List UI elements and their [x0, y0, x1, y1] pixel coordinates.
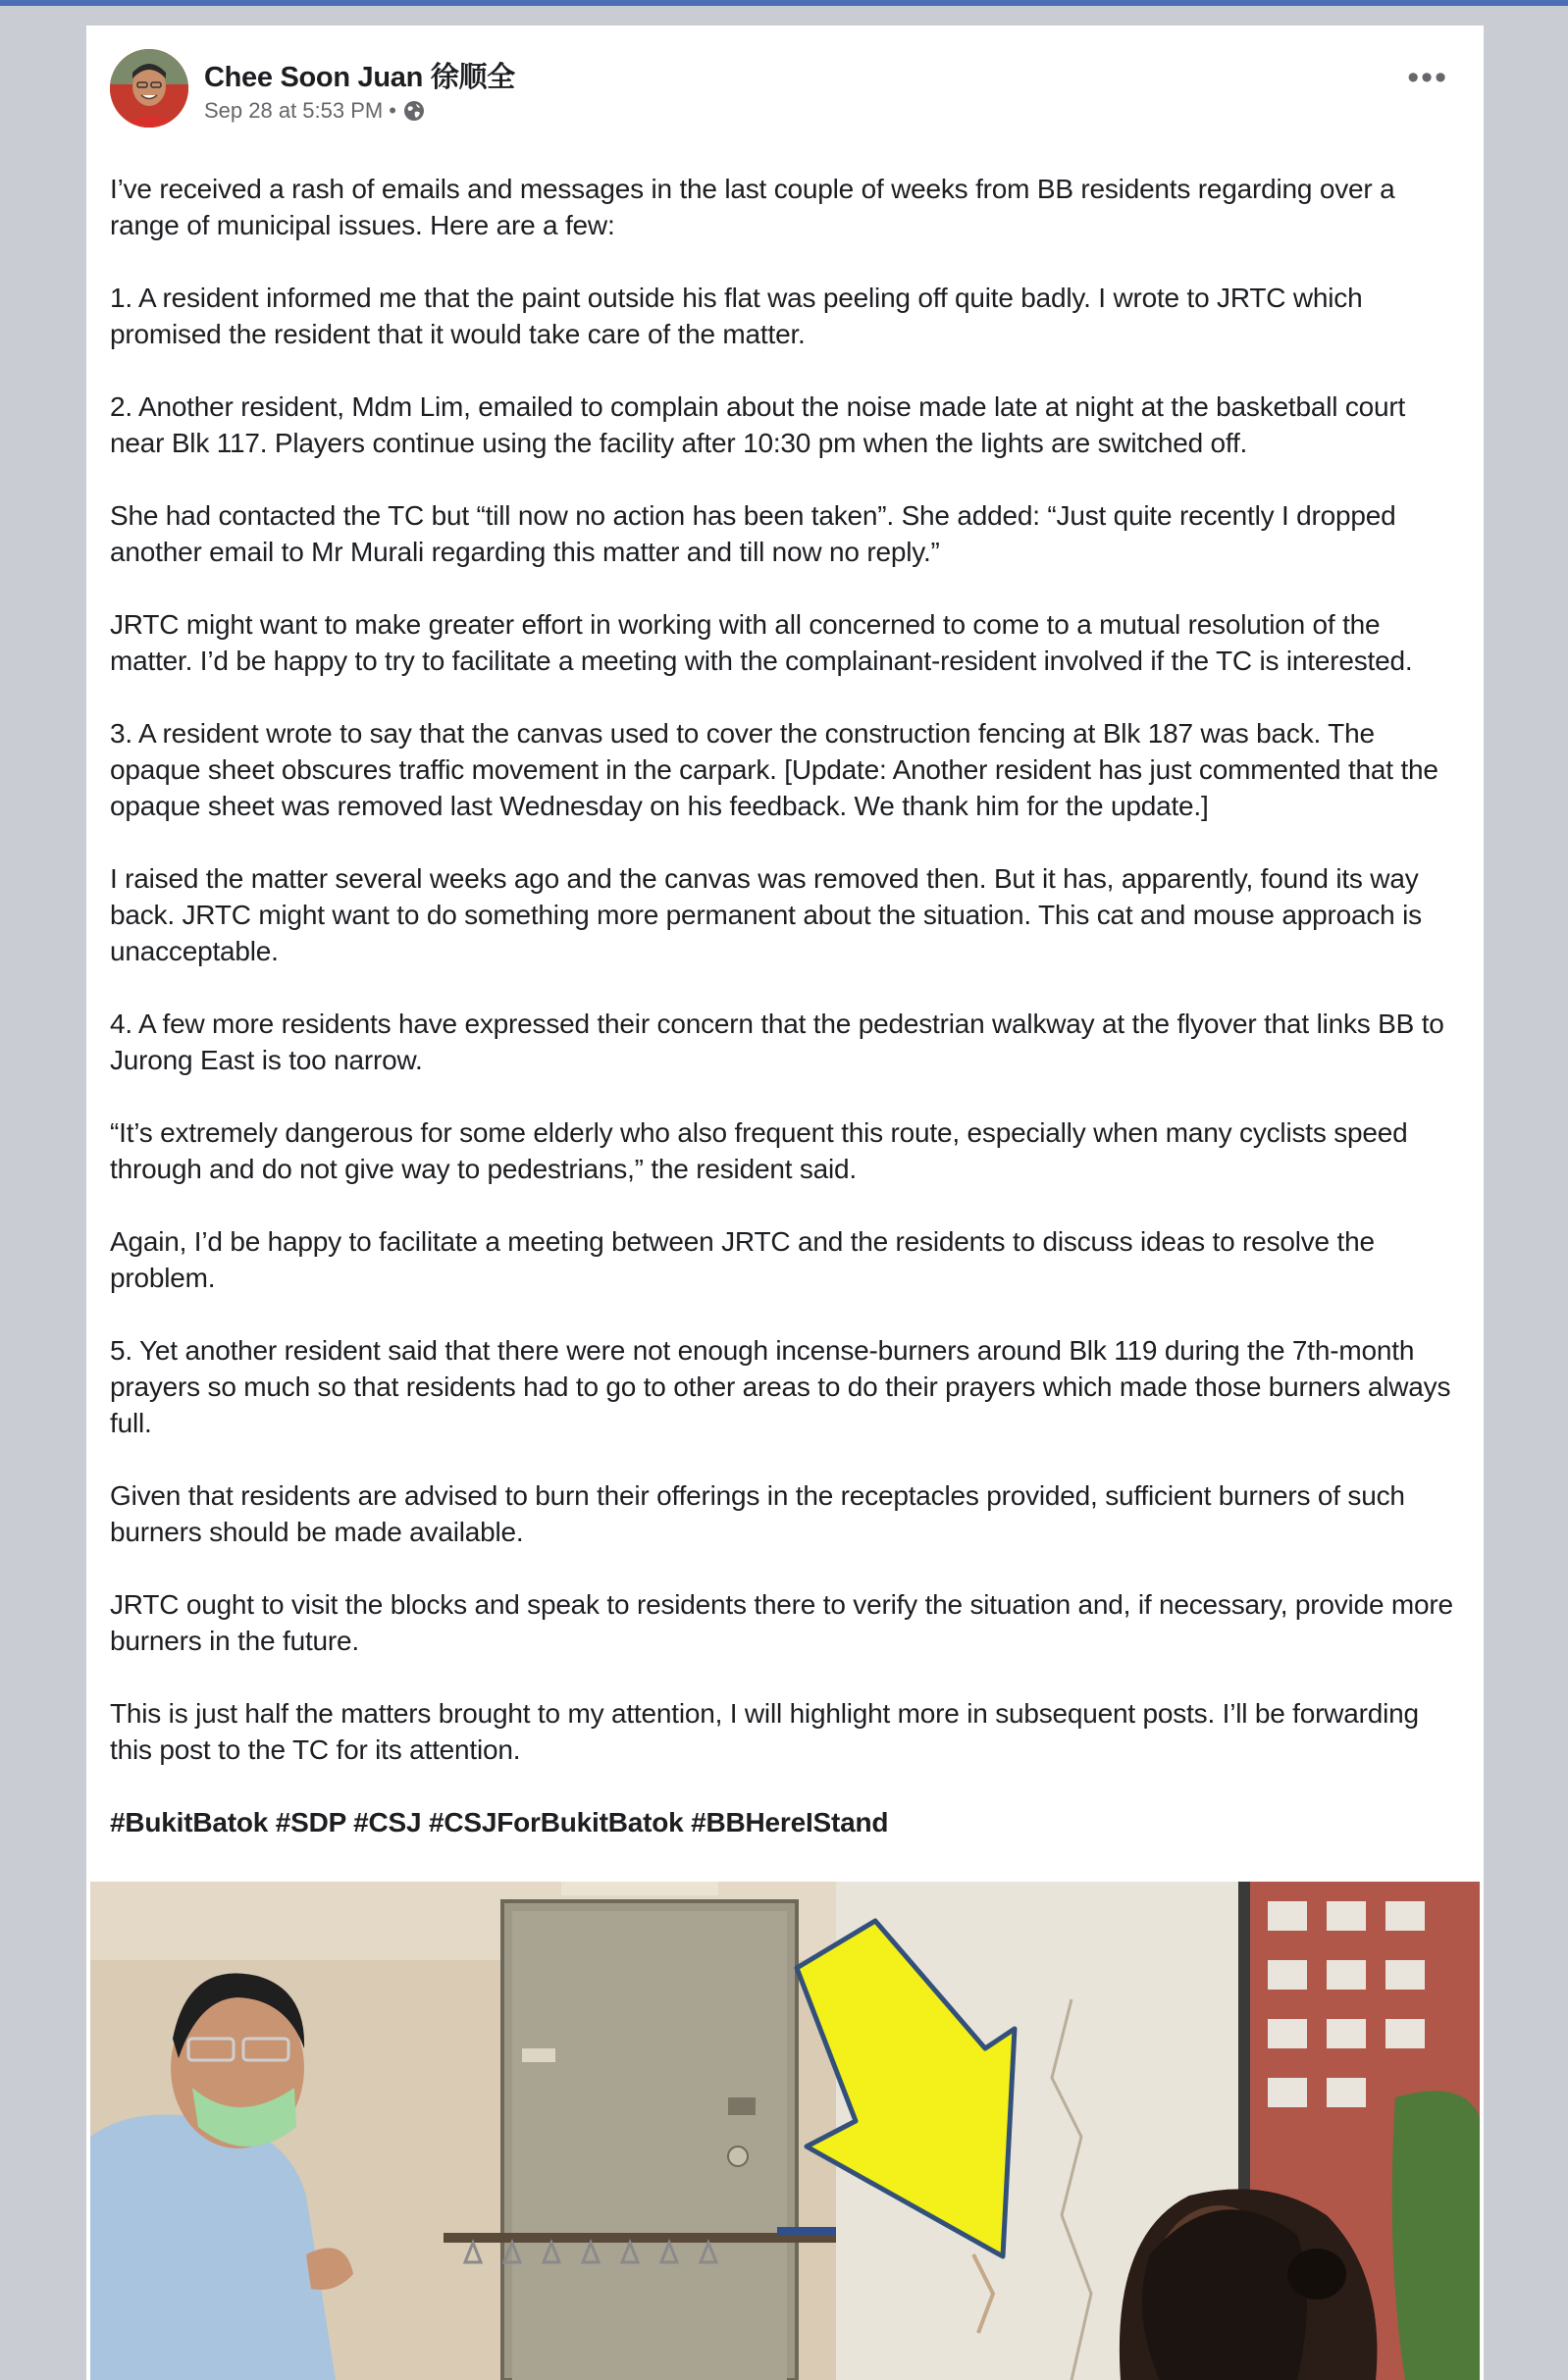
post-paragraph: 5. Yet another resident said that there were not enough incense-burners around Blk 119 during the 7th-month prayers so much so that residents had to go to other areas to do their prayers which made those burners always full.: [110, 1335, 1451, 1438]
post-hashtags[interactable]: #BukitBatok #SDP #CSJ #CSJForBukitBatok #BBHereIStand: [110, 1807, 889, 1837]
avatar[interactable]: [110, 49, 188, 128]
post-paragraph: JRTC might want to make greater effort in working with all concerned to come to a mutual resolution of the matter. I’d be happy to try to facilitate a meeting with the complainant-resident involved if the TC is interested.: [110, 609, 1413, 676]
post-paragraph: JRTC ought to visit the blocks and speak to residents there to verify the situation and, if necessary, provide more burners in the future.: [110, 1589, 1453, 1656]
post-paragraph: I’ve received a rash of emails and messages in the last couple of weeks from BB residents regarding over a range of municipal issues. Here are a few:: [110, 174, 1395, 240]
photo-illustration: [90, 1882, 1480, 2380]
post-paragraph: 1. A resident informed me that the paint outside his flat was peeling off quite badly. I wrote to JRTC which promised the resident that it would take care of the matter.: [110, 283, 1363, 349]
meta-separator: •: [389, 98, 396, 123]
post-paragraph: 2. Another resident, Mdm Lim, emailed to complain about the noise made late at night at the basketball court near Blk 117. Players continue using the facility after 10:30 pm when the lights are switched off.: [110, 391, 1406, 458]
top-accent-bar: [0, 0, 1568, 6]
avatar-image: [110, 49, 188, 128]
post-paragraph: She had contacted the TC but “till now no action has been taken”. She added: “Just quite recently I dropped another email to Mr Murali regarding this matter and till now no reply.”: [110, 500, 1396, 567]
post-paragraph: “It’s extremely dangerous for some elderly who also frequent this route, especially when many cyclists speed through and do not give way to pedestrians,” the resident said.: [110, 1117, 1408, 1184]
post-paragraph: 3. A resident wrote to say that the canvas used to cover the construction fencing at Blk 187 was back. The opaque sheet obscures traffic movement in the carpark. [Update: Another resident has just commented that the opaque sheet was removed last Wednesday on his feedback. We thank him for the update.]: [110, 718, 1438, 821]
post-header: [110, 49, 1460, 131]
post-paragraph: Given that residents are advised to burn their offerings in the receptacles provided, sufficient burners of such burners should be made available.: [110, 1480, 1405, 1547]
post-paragraph: This is just half the matters brought to my attention, I will highlight more in subsequent posts. I’ll be forwarding this post to the TC for its attention.: [110, 1698, 1419, 1765]
post-paragraph: Again, I’d be happy to facilitate a meeting between JRTC and the residents to discuss ideas to resolve the problem.: [110, 1226, 1375, 1293]
post-card: [86, 26, 1484, 2380]
post-meta: [204, 98, 426, 124]
post-text: [110, 171, 1464, 1877]
post-photo[interactable]: [90, 1882, 1480, 2380]
author-name[interactable]: Chee Soon Juan 徐顺全: [204, 62, 515, 93]
post-paragraph: 4. A few more residents have expressed their concern that the pedestrian walkway at the flyover that links BB to Jurong East is too narrow.: [110, 1009, 1444, 1075]
post-paragraph: I raised the matter several weeks ago and the canvas was removed then. But it has, apparently, found its way back. JRTC might want to do something more permanent about the situation. This cat and mouse approach is unacceptable.: [110, 863, 1422, 966]
more-options-icon[interactable]: •••: [1407, 59, 1448, 96]
post-timestamp[interactable]: Sep 28 at 5:53 PM: [204, 98, 384, 123]
globe-icon[interactable]: [402, 99, 426, 123]
